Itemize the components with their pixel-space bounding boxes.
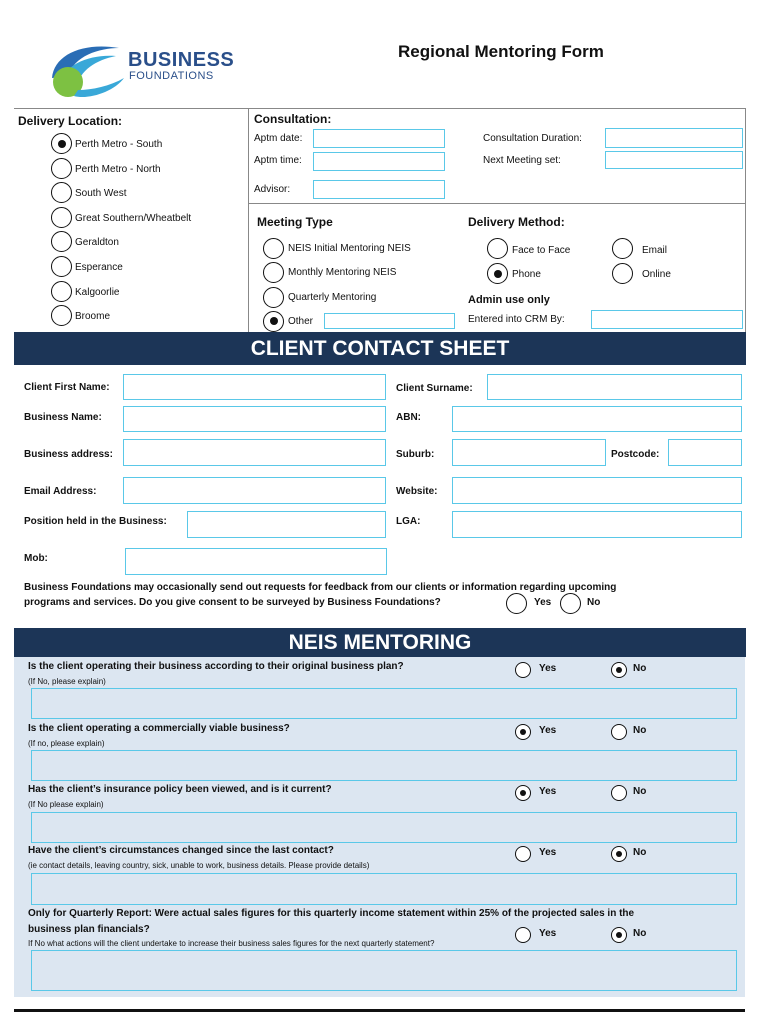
delivery-location-radio[interactable]	[51, 158, 72, 179]
surname-field[interactable]	[487, 374, 742, 400]
delivery-location-radio[interactable]	[51, 231, 72, 252]
position-field[interactable]	[187, 511, 386, 538]
logo	[44, 40, 234, 102]
neis-explain-field[interactable]	[31, 812, 737, 843]
position-label: Position held in the Business:	[24, 516, 167, 527]
email-method-label: Email	[642, 245, 668, 256]
neis-no-label: No	[633, 786, 647, 797]
delivery-location-radio[interactable]	[51, 182, 72, 203]
neis-yes-label: Yes	[539, 847, 557, 858]
selected-dot	[616, 932, 622, 938]
mob-field[interactable]	[125, 548, 387, 575]
admin-use-label: Admin use only	[468, 294, 550, 306]
first-name-label: Client First Name:	[24, 382, 110, 393]
delivery-location-option-label: Broome	[75, 311, 111, 323]
lga-field[interactable]	[452, 511, 742, 538]
neis-no-radio[interactable]	[611, 927, 627, 943]
divider	[248, 203, 746, 204]
email-address-label: Email Address:	[24, 486, 97, 497]
neis-no-radio[interactable]	[611, 724, 627, 740]
neis-yes-radio[interactable]	[515, 785, 531, 801]
delivery-location-option-label: Perth Metro - South	[75, 139, 163, 150]
client-contact-banner	[14, 332, 746, 365]
email-address-field[interactable]	[123, 477, 386, 504]
neis-question-text: Is the client operating their business according to their original business plan?	[28, 661, 404, 672]
business-name-field[interactable]	[123, 406, 386, 432]
neis-explain-field[interactable]	[31, 873, 737, 905]
meeting-type-option-label: Quarterly Mentoring	[288, 291, 377, 303]
advisor-field[interactable]	[313, 180, 445, 199]
selected-dot	[58, 140, 66, 148]
consent-text-2: programs and services. Do you give consent to be surveyed by Business Foundations?	[24, 597, 441, 608]
delivery-location-label: Delivery Location:	[18, 114, 123, 128]
business-address-field[interactable]	[123, 439, 386, 466]
delivery-location-option-label: Great Southern/Wheatbelt	[75, 212, 192, 224]
suburb-label: Suburb:	[396, 449, 435, 460]
neis-question-note: (If No, please explain)	[28, 677, 106, 686]
surname-label: Client Surname:	[396, 383, 473, 394]
email-radio[interactable]	[612, 238, 633, 259]
selected-dot	[616, 851, 622, 857]
other-meeting-field[interactable]	[324, 313, 455, 329]
first-name-field[interactable]	[123, 374, 386, 400]
neis-yes-label: Yes	[539, 786, 557, 797]
delivery-location-option-label: Perth Metro - North	[75, 163, 161, 175]
online-label: Online	[642, 269, 671, 280]
selected-dot	[494, 270, 502, 278]
meeting-type-radio[interactable]	[263, 287, 284, 308]
delivery-location-option-label: Esperance	[75, 262, 123, 273]
selected-dot	[520, 729, 526, 735]
delivery-location-option-label: Kalgoorlie	[75, 286, 120, 298]
meeting-type-label: Meeting Type	[257, 215, 333, 229]
abn-field[interactable]	[452, 406, 742, 432]
client-contact-title: CLIENT CONTACT SHEET	[250, 337, 510, 360]
business-name-label: Business Name:	[24, 412, 102, 423]
crm-label: Entered into CRM By:	[468, 314, 565, 325]
selected-dot	[270, 317, 278, 325]
selected-dot	[616, 667, 622, 673]
delivery-location-radio[interactable]	[51, 256, 72, 277]
consultation-duration-field[interactable]	[605, 128, 743, 148]
website-label: Website:	[396, 486, 438, 497]
aptm-date-field[interactable]	[313, 129, 445, 148]
advisor-label: Advisor:	[254, 184, 291, 195]
lga-label: LGA:	[396, 516, 421, 527]
page-title: Regional Mentoring Form	[398, 42, 604, 61]
delivery-location-radio[interactable]	[51, 305, 72, 326]
neis-question-text: Only for Quarterly Report: Were actual sales figures for this quarterly income statement within 25% of the projected sales in the	[28, 908, 635, 919]
meeting-type-radio[interactable]	[263, 238, 284, 259]
logo-text-business: BUSINESS	[128, 49, 235, 71]
mob-label: Mob:	[24, 553, 48, 564]
neis-explain-field[interactable]	[31, 750, 737, 781]
neis-yes-radio[interactable]	[515, 724, 531, 740]
neis-no-label: No	[633, 928, 647, 939]
aptm-time-field[interactable]	[313, 152, 445, 171]
divider	[745, 108, 746, 332]
neis-no-radio[interactable]	[611, 846, 627, 862]
neis-question-note: (If no, please explain)	[28, 739, 105, 748]
next-meeting-field[interactable]	[605, 151, 743, 169]
crm-field[interactable]	[591, 310, 743, 329]
neis-banner	[14, 628, 746, 657]
consent-no-label: No	[587, 597, 601, 608]
consent-yes-label: Yes	[534, 597, 552, 608]
meeting-type-radio[interactable]	[263, 311, 284, 332]
abn-label: ABN:	[396, 412, 421, 423]
neis-question-note: (If No please explain)	[28, 800, 104, 809]
neis-no-radio[interactable]	[611, 662, 627, 678]
neis-title: NEIS MENTORING	[288, 631, 472, 654]
postcode-field[interactable]	[668, 439, 742, 466]
neis-no-label: No	[633, 725, 647, 736]
neis-no-label: No	[633, 847, 647, 858]
consent-text-1: Business Foundations may occasionally send out requests for feedback from our clients or information regarding upcoming	[24, 582, 617, 593]
neis-question-text: Has the client’s insurance policy been viewed, and is it current?	[28, 784, 332, 795]
consent-yes-radio[interactable]	[506, 593, 527, 614]
phone-label: Phone	[512, 269, 541, 280]
neis-explain-field[interactable]	[31, 688, 737, 719]
face-to-face-radio[interactable]	[487, 238, 508, 259]
meeting-type-option-label: NEIS Initial Mentoring NEIS	[288, 243, 411, 254]
consultation-label: Consultation:	[254, 112, 332, 126]
business-address-label: Business address:	[24, 449, 113, 460]
meeting-type-option-label: Monthly Mentoring NEIS	[288, 267, 397, 279]
neis-yes-radio[interactable]	[515, 927, 531, 943]
neis-yes-label: Yes	[539, 928, 557, 939]
divider	[14, 108, 746, 109]
meeting-type-radio[interactable]	[263, 262, 284, 283]
delivery-method-label: Delivery Method:	[468, 215, 565, 229]
delivery-location-option-label: South West	[75, 188, 127, 200]
delivery-location-radio[interactable]	[51, 207, 72, 228]
website-field[interactable]	[452, 477, 742, 504]
neis-no-label: No	[633, 663, 647, 674]
online-radio[interactable]	[612, 263, 633, 284]
neis-yes-radio[interactable]	[515, 662, 531, 678]
delivery-location-option-label: Geraldton	[75, 237, 119, 249]
neis-question-note: If No what actions will the client undertake to increase their business sales figures for the next quarterly statement?	[28, 939, 435, 948]
neis-explain-field[interactable]	[31, 950, 737, 991]
meeting-type-option-label: Other	[288, 315, 314, 327]
neis-yes-label: Yes	[539, 663, 557, 674]
bottom-rule	[14, 1009, 745, 1012]
suburb-field[interactable]	[452, 439, 606, 466]
neis-question-text: business plan financials?	[28, 924, 150, 935]
consent-no-radio[interactable]	[560, 593, 581, 614]
neis-yes-radio[interactable]	[515, 846, 531, 862]
consultation-duration-label: Consultation Duration:	[483, 133, 582, 144]
aptm-date-label: Aptm date:	[254, 133, 303, 144]
phone-radio[interactable]	[487, 263, 508, 284]
neis-yes-label: Yes	[539, 725, 557, 736]
delivery-location-radio[interactable]	[51, 281, 72, 302]
delivery-location-radio[interactable]	[51, 133, 72, 154]
neis-question-note: (ie contact details, leaving country, sick, unable to work, business details. Please provide details)	[28, 861, 370, 870]
neis-question-text: Have the client’s circumstances changed since the last contact?	[28, 845, 334, 856]
next-meeting-label: Next Meeting set:	[483, 155, 561, 166]
postcode-label: Postcode:	[611, 449, 660, 460]
aptm-time-label: Aptm time:	[254, 155, 302, 166]
divider	[248, 108, 249, 332]
face-to-face-label: Face to Face	[512, 245, 571, 256]
neis-question-text: Is the client operating a commercially viable business?	[28, 723, 290, 734]
neis-no-radio[interactable]	[611, 785, 627, 801]
logo-text-foundations: FOUNDATIONS	[129, 70, 214, 82]
selected-dot	[520, 790, 526, 796]
